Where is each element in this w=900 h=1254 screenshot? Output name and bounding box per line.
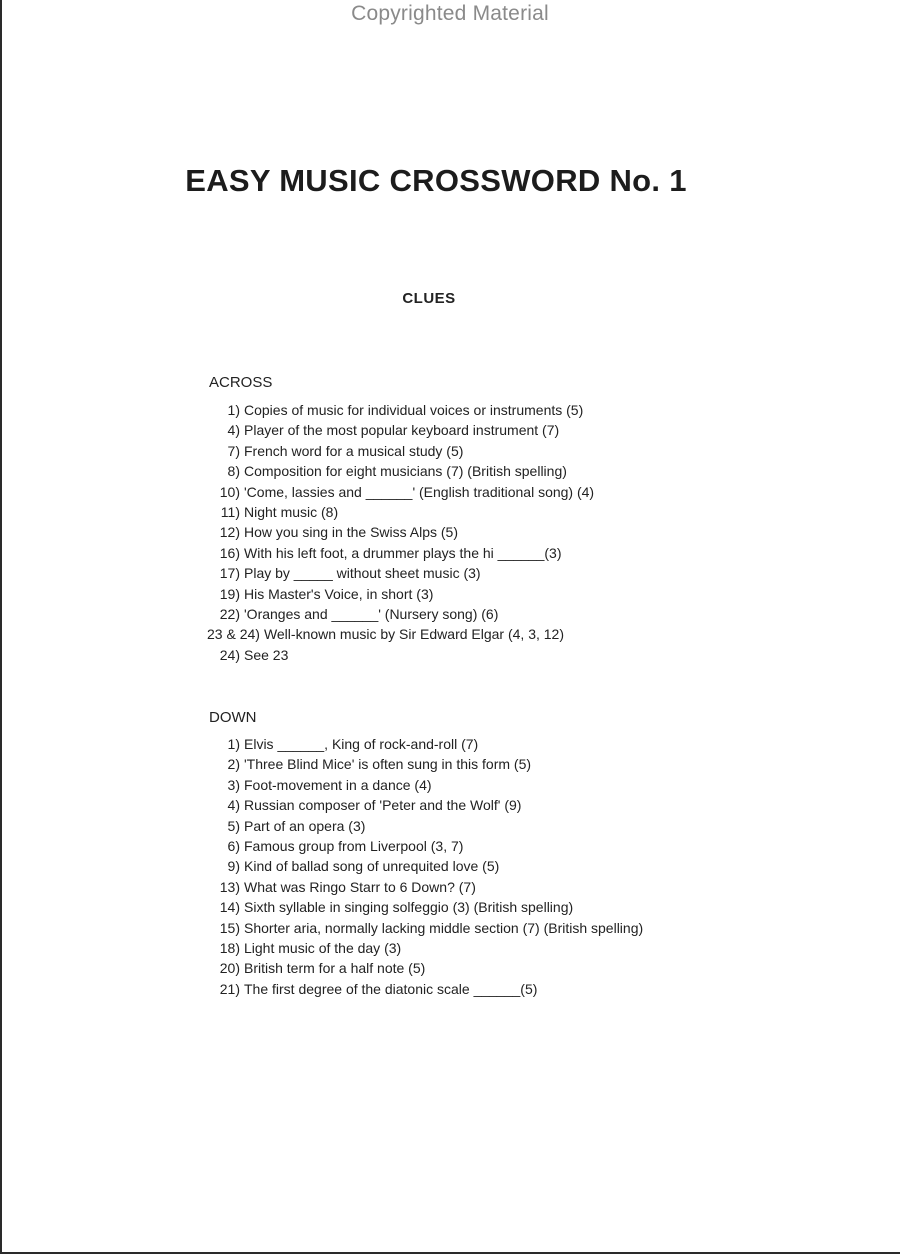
across-clue [207,400,594,420]
clue-text: Sixth syllable in singing solfeggio (3) (British spelling) [244,899,574,916]
clue-text: French word for a musical study (5) [244,442,464,459]
clue-number: 24) [219,646,240,663]
clue-text: Russian composer of 'Peter and the Wolf' (9) [244,797,522,814]
clue-number: 6) [227,837,240,854]
clue-number: 21) [219,980,240,997]
down-clue [207,816,643,836]
down-clue [207,897,643,917]
clue-number: 5) [227,817,240,834]
down-clue [207,918,643,938]
clue-text: 'Three Blind Mice' is often sung in this form (5) [244,756,532,773]
down-clue [207,795,643,815]
clue-text: What was Ringo Starr to 6 Down? (7) [244,878,476,895]
down-clue [207,877,643,897]
clue-text: With his left foot, a drummer plays the hi ______(3) [244,544,562,561]
down-clue [207,754,643,774]
page-title: EASY MUSIC CROSSWORD No. 1 [185,163,687,198]
clue-text: Shorter aria, normally lacking middle section (7) (British spelling) [244,919,644,936]
clue-number: 9) [227,858,240,875]
clue-number: 18) [219,939,240,956]
clue-number: 15) [219,919,240,936]
clue-number: 17) [219,565,240,582]
clue-text: How you sing in the Swiss Alps (5) [244,524,458,541]
clue-text: Light music of the day (3) [244,939,402,956]
down-clue [207,775,643,795]
across-clue [207,543,594,563]
down-clue [207,958,643,978]
across-clue [207,420,594,440]
across-clue [207,645,594,665]
down-clue [207,734,643,754]
clue-number: 1) [227,402,240,418]
clue-number: 19) [219,585,240,602]
clue-text: Night music (8) [244,503,339,520]
clue-text: Player of the most popular keyboard instrument (7) [244,422,560,439]
across-clue [207,563,594,583]
down-clue [207,836,643,856]
clue-number: 2) [227,756,240,773]
clue-number: 16) [219,544,240,561]
clue-text: Composition for eight musicians (7) (British spelling) [244,463,567,480]
across-clue [207,461,594,481]
across-clue [207,482,594,502]
clue-number: 23 & 24) [207,626,260,643]
clue-text: Copies of music for individual voices or instruments (5) [244,402,584,418]
clue-number: 8) [227,463,240,480]
clue-number: 10) [219,483,240,500]
clue-number: 14) [219,899,240,916]
down-clue [207,856,643,876]
clue-number: 4) [227,797,240,814]
across-clue [207,624,594,644]
down-clue [207,938,643,958]
clue-text: Elvis ______, King of rock-and-roll (7) [244,736,479,752]
down-clue-list [207,734,643,999]
clue-text: Part of an opera (3) [244,817,366,834]
clue-text: British term for a half note (5) [244,960,426,977]
down-heading: DOWN [209,709,257,726]
clue-number: 4) [227,422,240,439]
clue-text: Foot-movement in a dance (4) [244,776,432,793]
clue-text: Famous group from Liverpool (3, 7) [244,837,464,854]
across-clue [207,502,594,522]
clue-text: See 23 [244,646,289,663]
clue-number: 12) [219,524,240,541]
clue-number: 7) [227,442,240,459]
clues-heading: CLUES [402,290,456,307]
across-clue [207,584,594,604]
across-clue [207,604,594,624]
clue-number: 3) [227,776,240,793]
clue-number: 11) [220,503,240,520]
across-clue [207,441,594,461]
clue-number: 20) [219,960,240,977]
clue-text: Well-known music by Sir Edward Elgar (4, 3, 12) [263,626,565,643]
copyright-watermark: Copyrighted Material [351,2,549,25]
clue-text: Kind of ballad song of unrequited love (5) [244,858,500,875]
clue-number: 13) [219,878,240,895]
clue-number: 1) [227,736,240,752]
across-clue [207,522,594,542]
across-heading: ACROSS [209,374,273,391]
across-clue-list [207,400,594,665]
clue-text: 'Oranges and ______' (Nursery song) (6) [244,605,499,622]
clue-text: The first degree of the diatonic scale ______(5) [244,980,538,997]
clue-number: 22) [219,605,240,622]
clue-text: 'Come, lassies and ______' (English traditional song) (4) [244,483,595,500]
clue-text: Play by _____ without sheet music (3) [244,565,481,582]
down-clue [207,979,643,999]
clue-text: His Master's Voice, in short (3) [244,585,434,602]
